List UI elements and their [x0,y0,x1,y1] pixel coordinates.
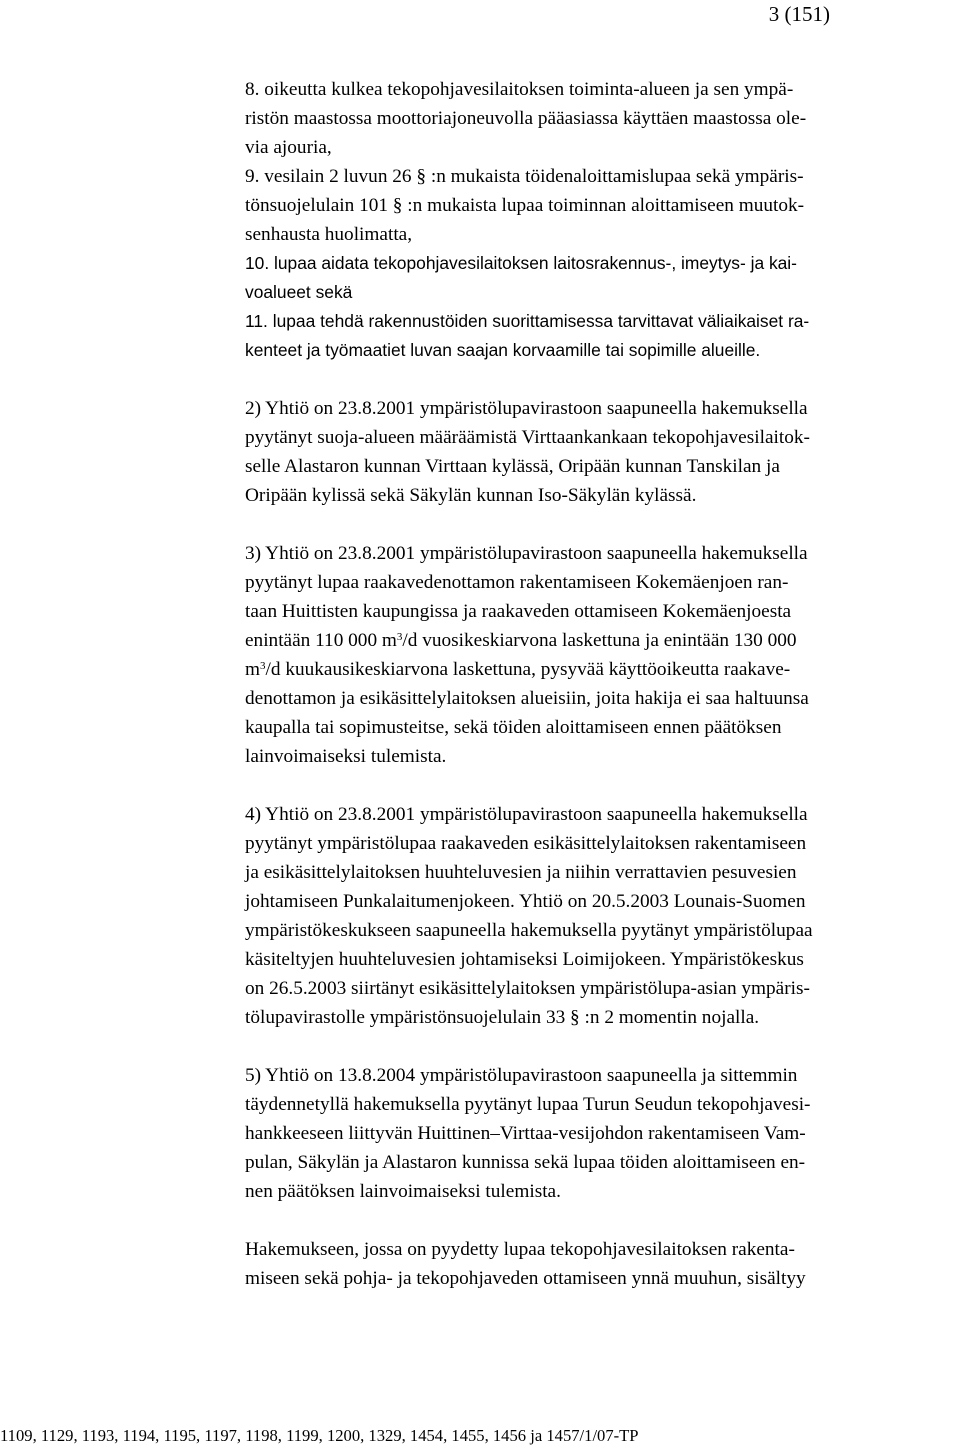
text-line: johtamiseen Punkalaitumenjokeen. Yhtiö on 20.5.2003 Lounais-Suomen [245,891,806,912]
paragraph-gap [245,1032,957,1061]
text-line: 8. oikeutta kulkea tekopohjavesilaitoksen toiminta-alueen ja sen ympä- [245,79,794,100]
text-line: Oripään kylissä sekä Säkylän kunnan Iso-Säkylän kylässä. [245,485,697,506]
text-line: pyytänyt suoja-alueen määräämistä Virttaankankaan tekopohjavesilaitok- [245,427,810,448]
text-line: miseen sekä pohja- ja tekopohjaveden ottamiseen ynnä muuhun, sisältyy [245,1268,806,1289]
list-item-11 [245,307,957,365]
paragraph-gap [245,510,957,539]
paragraph-gap [245,365,957,394]
text-line: ympäristökeskukseen saapuneella hakemuksella pyytänyt ympäristölupaa [245,920,813,941]
text-fragment: /d vuosikeskiarvona laskettuna ja enintään 130 000 [402,630,797,651]
text-line [245,626,957,655]
text-line: 5) Yhtiö on 13.8.2004 ympäristölupavirastoon saapuneella ja sittemmin [245,1065,798,1086]
paragraph-2 [245,394,957,510]
text-line: pyytänyt ympäristölupaa raakaveden esikäsittelylaitoksen rakentamiseen [245,833,807,854]
text-line: tölupavirastolle ympäristönsuojelulain 33 § :n 2 momentin nojalla. [245,1007,760,1028]
text-line: ristön maastossa moottoriajoneuvolla pääasiassa käyttäen maastossa ole- [245,108,807,129]
text-line: on 26.5.2003 siirtänyt esikäsittelylaitoksen ympäristölupa-asian ympäris- [245,978,810,999]
text-line: kenteet ja työmaatiet luvan saajan korvaamille tai sopimille alueille. [245,340,761,360]
text-line: selle Alastaron kunnan Virttaan kylässä, Oripään kunnan Tanskilan ja [245,456,780,477]
superscript: 3 [396,630,403,643]
text-line: pulan, Säkylän ja Alastaron kunnissa sekä lupaa töiden aloittamiseen en- [245,1152,806,1173]
text-line [245,655,957,684]
text-line: 3) Yhtiö on 23.8.2001 ympäristölupavirastoon saapuneella hakemuksella [245,543,808,564]
text-line: pyytänyt lupaa raakavedenottamon rakentamiseen Kokemäenjoen ran- [245,572,789,593]
text-line: kaupalla tai sopimusteitse, sekä töiden aloittamiseen ennen päätöksen [245,717,782,738]
paragraph-3 [245,539,957,771]
text-line: 4) Yhtiö on 23.8.2001 ympäristölupavirastoon saapuneella hakemuksella [245,804,808,825]
list-item-9 [245,162,957,249]
text-line: 10. lupaa aidata tekopohjavesilaitoksen laitosrakennus-, imeytys- ja kai- [245,253,797,273]
text-line: nen päätöksen lainvoimaiseksi tulemista. [245,1181,561,1202]
paragraph-gap [245,771,957,800]
text-line: käsiteltyjen huuhteluvesien johtamiseksi Loimijokeen. Ympäristökeskus [245,949,804,970]
text-line: voalueet sekä [245,282,353,302]
text-line: Hakemukseen, jossa on pyydetty lupaa tekopohjavesilaitoksen rakenta- [245,1239,795,1260]
text-line: täydennetyllä hakemuksella pyytänyt lupaa Turun Seudun tekopohjavesi- [245,1094,811,1115]
text-line: ja esikäsittelylaitoksen huuhteluvesien ja niihin verrattavien pesuvesien [245,862,797,883]
text-line: denottamon ja esikäsittelylaitoksen alueisiin, joita hakija ei saa haltuunsa [245,688,809,709]
list-item-10 [245,249,957,307]
paragraph-4 [245,800,957,1032]
text-line: 2) Yhtiö on 23.8.2001 ympäristölupavirastoon saapuneella hakemuksella [245,398,808,419]
paragraph-6 [245,1235,957,1293]
text-line: lainvoimaiseksi tulemista. [245,746,447,767]
text-line: taan Huittisten kaupungissa ja raakaveden ottamiseen Kokemäenjoesta [245,601,792,622]
paragraph-5 [245,1061,957,1206]
text-line: tönsuojelulain 101 § :n mukaista lupaa toiminnan aloittamiseen muutok- [245,195,805,216]
text-line: via ajouria, [245,137,332,158]
page-number: 3 (151) [768,2,830,26]
superscript: 3 [260,659,266,672]
text-line: hankkeeseen liittyvän Huittinen–Virttaa-vesijohdon rakentamiseen Vam- [245,1123,806,1144]
text-line: 9. vesilain 2 luvun 26 § :n mukaista töidenaloittamislupaa sekä ympäris- [245,166,804,187]
footer-reference: 1109, 1129, 1193, 1194, 1195, 1197, 1198, 1199, 1200, 1329, 1454, 1455, 1456 ja 1457/1/07-TP [0,1426,639,1445]
paragraph-gap [245,1206,957,1235]
list-item-8 [245,75,957,162]
text-fragment: /d kuukausikeskiarvona laskettuna, pysyvää käyttöoikeutta raakave- [265,659,791,680]
text-fragment: enintään 110 000 m [245,630,397,651]
text-line: 11. lupaa tehdä rakennustöiden suorittamisessa tarvittavat väliaikaiset ra- [245,311,810,331]
text-line: senhausta huolimatta, [245,224,413,245]
document-body [245,75,957,1293]
text-fragment: m [245,659,260,680]
